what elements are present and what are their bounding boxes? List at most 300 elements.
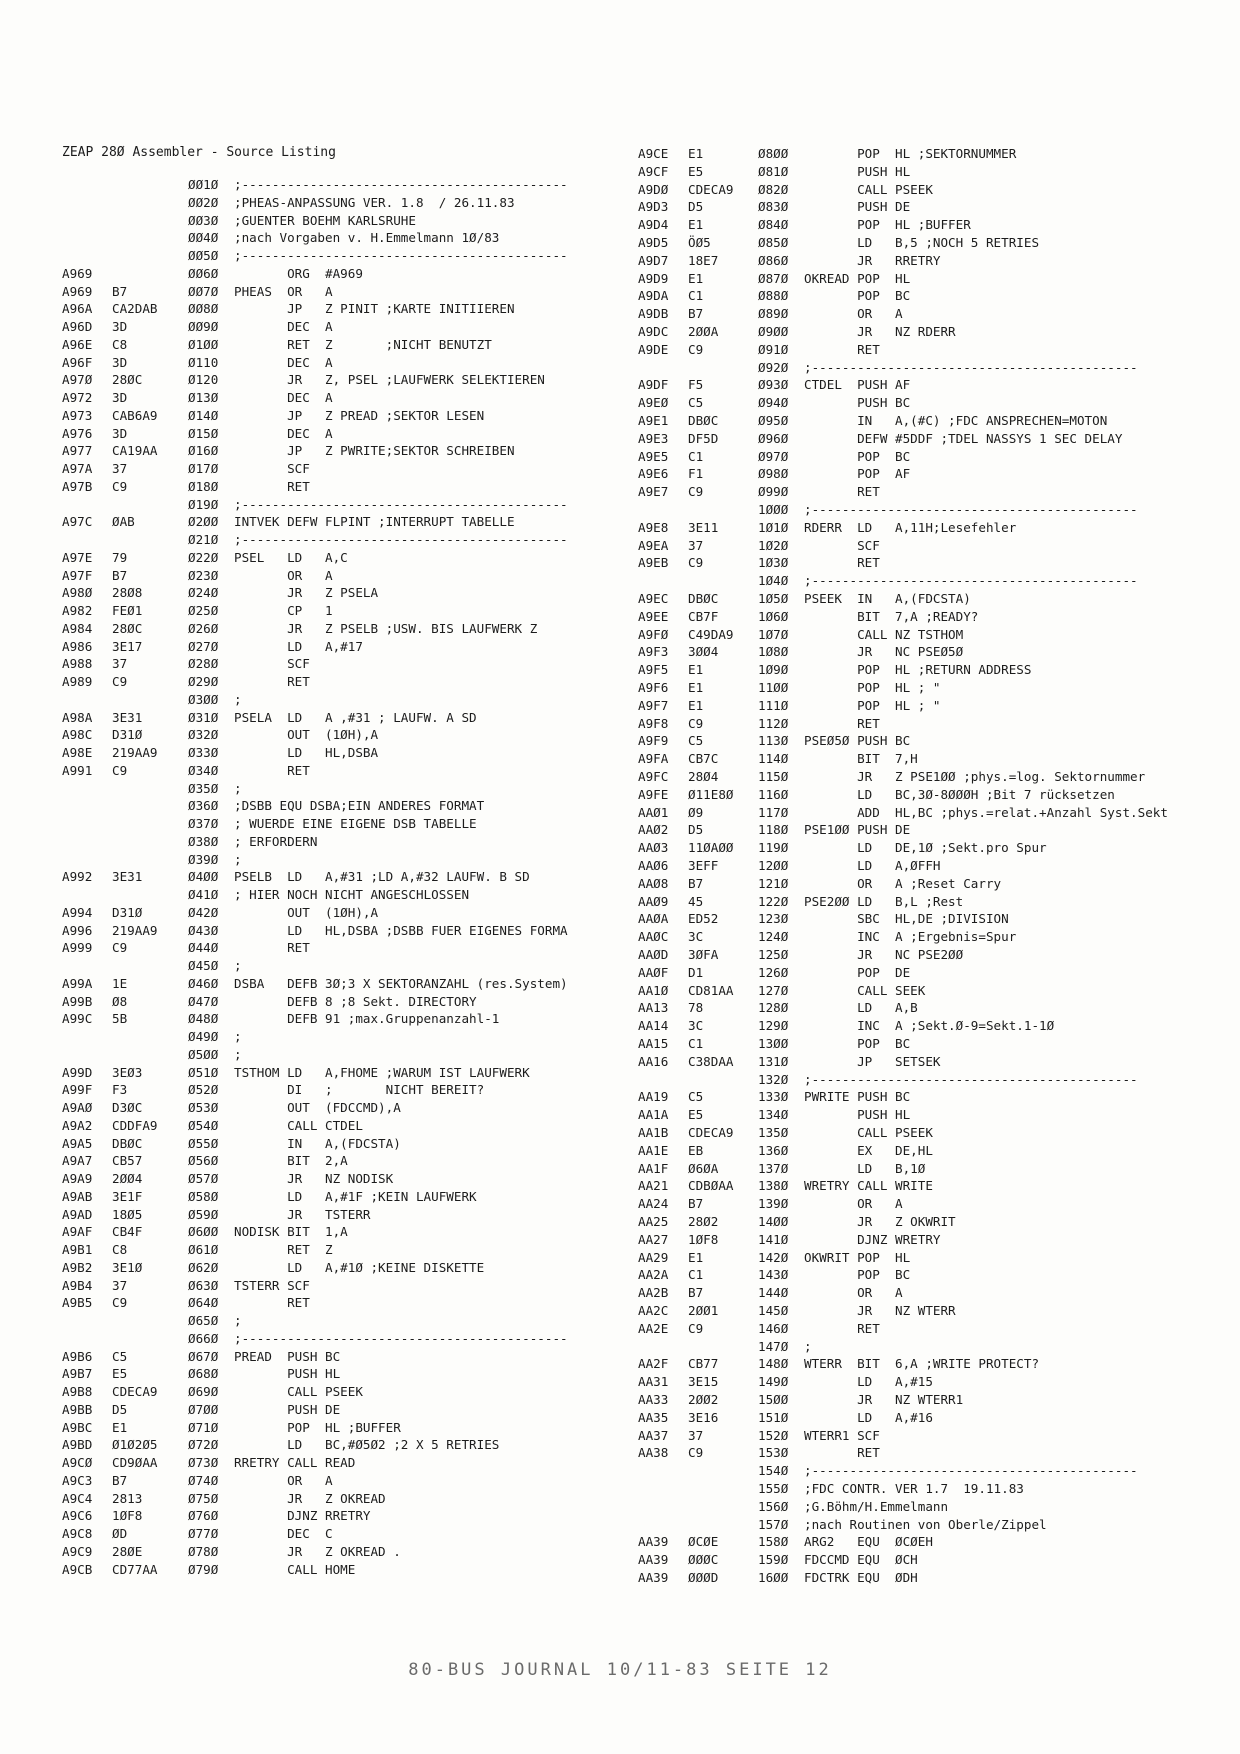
source: OR A: [804, 306, 903, 322]
source: ;G.Böhm/H.Emmelmann: [804, 1498, 949, 1514]
listing-line: [0, 1088, 1240, 1105]
line-number: 143Ø: [758, 1267, 789, 1283]
listing-line: [0, 234, 1240, 251]
listing-line: [0, 1071, 1240, 1088]
code: 79: [112, 549, 128, 565]
listing-line: [0, 750, 1240, 767]
source: INC A ;Sekt.Ø-9=Sekt.1-1Ø: [804, 1018, 1055, 1034]
source: DJNZ WRETRY: [804, 1231, 941, 1247]
code: FEØ1: [112, 603, 143, 618]
listing-line: [0, 1409, 1240, 1426]
address: AA33: [638, 1392, 669, 1407]
source: DEC A: [234, 354, 333, 370]
source: DEFB 8 ;8 Sekt. DIRECTORY: [234, 993, 477, 1009]
line-number: Ø64Ø: [188, 1295, 219, 1311]
line-number: Ø51Ø: [188, 1064, 219, 1080]
address: A9B7: [62, 1366, 93, 1382]
listing-line: [0, 768, 1240, 785]
source: OR A: [234, 567, 333, 583]
source: RDERR LD A,11H;Lesefehler: [804, 519, 1017, 535]
code: E1: [688, 680, 704, 695]
source: BIT 7,H: [804, 751, 918, 767]
address: A9BD: [62, 1437, 93, 1453]
address: A9E1: [638, 413, 669, 428]
line-number: Ø91Ø: [758, 341, 789, 357]
code: Ø6ØA: [688, 1160, 719, 1176]
listing-line: [0, 1142, 1240, 1159]
code: 219AA9: [112, 745, 158, 760]
listing-line: [0, 483, 1240, 500]
code: Ø8: [112, 993, 128, 1009]
source: OKREAD POP HL: [804, 270, 911, 286]
source: SBC HL,DE ;DIVISION: [804, 911, 1009, 927]
line-number: Ø92Ø: [758, 359, 789, 375]
source: POP HL ; ": [804, 697, 941, 713]
line-number: 156Ø: [758, 1498, 789, 1514]
code: 11ØAØØ: [688, 840, 734, 856]
listing-line: [0, 572, 1240, 589]
address: AA1A: [638, 1107, 669, 1123]
code: C5: [112, 1348, 128, 1364]
source: RET: [234, 674, 310, 689]
code: CB7C: [688, 751, 719, 767]
source: JR Z OKREAD .: [234, 1543, 401, 1559]
listing-line: [0, 661, 1240, 678]
source: ;GUENTER BOEHM KARLSRUHE: [234, 212, 416, 228]
address: A96E: [62, 336, 93, 352]
listing-line: [0, 341, 1240, 358]
address: A96D: [62, 319, 93, 334]
source: DEC C: [234, 1526, 333, 1541]
address: A9FA: [638, 751, 669, 767]
line-number: 1Ø6Ø: [758, 608, 789, 624]
line-number: 119Ø: [758, 840, 789, 856]
source: LD B,1Ø: [804, 1160, 926, 1176]
address: A9DØ: [638, 181, 669, 197]
line-number: ØØ1Ø: [188, 177, 219, 192]
source: CALL SEEK: [804, 982, 926, 998]
line-number: Ø67Ø: [188, 1348, 219, 1364]
line-number: ØØ3Ø: [188, 212, 219, 228]
address: AA1B: [638, 1125, 669, 1140]
address: A98Ø: [62, 585, 93, 601]
line-number: Ø98Ø: [758, 466, 789, 482]
line-number: 124Ø: [758, 929, 789, 945]
listing-line: [0, 1355, 1240, 1372]
address: AA1Ø: [638, 982, 669, 998]
address: AA14: [638, 1018, 669, 1034]
line-number: 1Ø1Ø: [758, 519, 789, 535]
line-number: Ø4ØØ: [188, 869, 219, 885]
address: A9E5: [638, 448, 669, 464]
listing-line: [0, 928, 1240, 945]
address: A9FC: [638, 769, 669, 784]
listing-line: [0, 875, 1240, 892]
code: DBØC: [112, 1135, 143, 1151]
line-number: Ø96Ø: [758, 430, 789, 446]
code: 37: [112, 461, 128, 476]
address: A973: [62, 407, 93, 423]
address: A9FØ: [638, 626, 669, 642]
source: JR Z, PSEL ;LAUFWERK SELEKTIEREN: [234, 372, 545, 388]
address: A9DE: [638, 341, 669, 357]
listing-line: [0, 1284, 1240, 1301]
address: AAØA: [638, 911, 669, 927]
line-number: 159Ø: [758, 1552, 789, 1568]
source: RET: [234, 940, 310, 956]
address: AA1E: [638, 1142, 669, 1158]
code: CDBØAA: [688, 1178, 734, 1194]
address: A9CØ: [62, 1455, 93, 1470]
address: A9EE: [638, 608, 669, 624]
source: ;-------------------------------------------: [804, 573, 1138, 589]
listing-line: [0, 715, 1240, 732]
address: A99C: [62, 1011, 93, 1027]
code: E1: [688, 697, 704, 713]
code: C8: [112, 336, 128, 352]
code: C1: [688, 1267, 704, 1283]
source: WTERR1 SCF: [804, 1427, 880, 1443]
source: CTDEL PUSH AF: [804, 377, 911, 393]
source: CALL PSEEK: [804, 181, 933, 197]
source: ;-------------------------------------------: [234, 532, 568, 547]
address: A97E: [62, 549, 93, 565]
code: ØCØE: [688, 1534, 719, 1550]
address: A97A: [62, 461, 93, 476]
line-number: 151Ø: [758, 1409, 789, 1425]
source: JR Z OKREAD: [234, 1490, 386, 1506]
source: ;-------------------------------------------: [804, 1071, 1138, 1087]
line-number: 147Ø: [758, 1338, 789, 1354]
address: A969: [62, 283, 93, 299]
line-number: Ø46Ø: [188, 975, 219, 991]
line-number: Ø36Ø: [188, 798, 219, 814]
address: A9F8: [638, 715, 669, 731]
line-number: Ø22Ø: [188, 549, 219, 565]
address: A999: [62, 940, 93, 956]
code: C1: [688, 288, 704, 304]
code: 28Ø8: [112, 585, 143, 601]
line-number: 11ØØ: [758, 680, 789, 695]
listing-line: [0, 1391, 1240, 1408]
code: CDECA9: [112, 1384, 158, 1399]
listing-line: [0, 1124, 1240, 1141]
listing-line: [0, 1427, 1240, 1444]
listing-line: [0, 1569, 1240, 1586]
listing-line: [0, 1177, 1240, 1194]
line-number: 154Ø: [758, 1463, 789, 1479]
listing-line: [0, 964, 1240, 981]
line-number: 145Ø: [758, 1303, 789, 1318]
listing-line: [0, 857, 1240, 874]
address: A996: [62, 922, 93, 938]
source: ;-------------------------------------------: [804, 1463, 1138, 1479]
source: JR NC PSE2ØØ: [804, 947, 964, 962]
line-number: Ø48Ø: [188, 1011, 219, 1027]
source: JR NZ NODISK: [234, 1171, 394, 1186]
line-number: 117Ø: [758, 804, 789, 820]
source: TSTERR SCF: [234, 1277, 310, 1293]
line-number: Ø6ØØ: [188, 1224, 219, 1240]
code: ØØØD: [688, 1570, 719, 1585]
address: A9A5: [62, 1135, 93, 1151]
source: RET: [234, 478, 310, 494]
listing-line: [0, 999, 1240, 1016]
code: ØAB: [112, 514, 135, 530]
source: POP BC: [804, 1267, 911, 1283]
line-number: Ø21Ø: [188, 532, 219, 547]
source: POP HL ;BUFFER: [804, 217, 971, 233]
line-number: Ø17Ø: [188, 461, 219, 476]
address: A9C6: [62, 1508, 93, 1524]
code: CA19AA: [112, 443, 158, 459]
source: PSE2ØØ LD B,L ;Rest: [804, 893, 964, 909]
code: C9: [688, 715, 704, 731]
source: CALL NZ TSTHOM: [804, 626, 964, 642]
line-number: Ø95Ø: [758, 413, 789, 428]
address: AA13: [638, 1000, 669, 1016]
address: A97Ø: [62, 372, 93, 388]
code: E1: [688, 146, 704, 161]
code: CB57: [112, 1153, 143, 1169]
code: E5: [688, 163, 704, 179]
source: RET: [804, 555, 880, 571]
address: A9BC: [62, 1419, 93, 1435]
line-number: ØØ4Ø: [188, 230, 219, 246]
line-number: Ø43Ø: [188, 922, 219, 938]
code: ED52: [688, 911, 719, 927]
listing-line: [0, 1017, 1240, 1034]
address: A9D5: [638, 235, 669, 250]
line-number: 134Ø: [758, 1107, 789, 1123]
line-number: Ø58Ø: [188, 1188, 219, 1204]
code: B7: [112, 283, 128, 299]
source: ;-------------------------------------------: [234, 248, 568, 263]
address: A9EØ: [638, 395, 669, 411]
code: 3E11: [688, 519, 719, 535]
address: AA2B: [638, 1285, 669, 1301]
line-number: 1Ø8Ø: [758, 644, 789, 660]
code: C9: [688, 1445, 704, 1461]
address: AA2C: [638, 1303, 669, 1318]
source: LD A,#16: [804, 1409, 933, 1425]
code: E1: [688, 270, 704, 286]
address: AAØ6: [638, 858, 669, 873]
line-number: 15ØØ: [758, 1392, 789, 1407]
source: ORG #A969: [234, 265, 363, 281]
code: 3D: [112, 425, 128, 441]
source: DJNZ RRETRY: [234, 1508, 371, 1524]
address: A9FE: [638, 786, 669, 802]
source: POP HL ;RETURN ADDRESS: [804, 662, 1032, 678]
code: 28ØE: [112, 1543, 143, 1559]
code: 37: [688, 537, 704, 553]
code: Ø11E8Ø: [688, 786, 734, 802]
source: OKWRIT POP HL: [804, 1249, 911, 1265]
address: AA29: [638, 1249, 669, 1265]
code: C1: [688, 448, 704, 464]
listing-line: [0, 1462, 1240, 1479]
source: ; WUERDE EINE EIGENE DSB TABELLE: [234, 816, 477, 831]
source: LD BC,#Ø5Ø2 ;2 X 5 RETRIES: [234, 1437, 500, 1453]
source: ;: [234, 958, 242, 973]
code: C9: [112, 762, 128, 778]
source: SCF: [234, 656, 310, 672]
source: PSEØ5Ø PUSH BC: [804, 733, 911, 749]
listing-line: [0, 376, 1240, 393]
source: OUT (FDCCMD),A: [234, 1100, 401, 1115]
line-number: Ø27Ø: [188, 638, 219, 654]
line-number: Ø41Ø: [188, 887, 219, 902]
code: C9: [112, 478, 128, 494]
line-number: Ø39Ø: [188, 851, 219, 867]
line-number: 128Ø: [758, 1000, 789, 1016]
listing-line: [0, 1533, 1240, 1550]
source: DEFW #5DDF ;TDEL NASSYS 1 SEC DELAY: [804, 430, 1123, 446]
listing-line: [0, 554, 1240, 571]
line-number: Ø34Ø: [188, 762, 219, 778]
line-number: 158Ø: [758, 1534, 789, 1550]
line-number: Ø99Ø: [758, 484, 789, 500]
line-number: Ø8ØØ: [758, 146, 789, 161]
source: LD HL,DSBA: [234, 745, 379, 760]
line-number: Ø85Ø: [758, 235, 789, 250]
source: OUT (1ØH),A: [234, 904, 379, 920]
listing-line: [0, 181, 1240, 198]
code: C8: [112, 1242, 128, 1257]
code: E1: [112, 1419, 128, 1435]
code: 28Ø2: [688, 1214, 719, 1229]
line-number: Ø68Ø: [188, 1366, 219, 1382]
code: C9: [112, 1295, 128, 1311]
line-number: Ø71Ø: [188, 1419, 219, 1435]
code: DBØC: [688, 413, 719, 428]
line-number: 149Ø: [758, 1374, 789, 1390]
source: OR A: [234, 1472, 333, 1488]
line-number: Ø59Ø: [188, 1206, 219, 1222]
line-number: Ø78Ø: [188, 1543, 219, 1559]
code: F5: [688, 377, 704, 393]
listing-line: [0, 697, 1240, 714]
source: PUSH DE: [234, 1401, 341, 1417]
listing-title: ZEAP 28Ø Assembler - Source Listing: [62, 145, 336, 160]
code: ØØØC: [688, 1552, 719, 1568]
source: EX DE,HL: [804, 1142, 933, 1158]
address: A9CB: [62, 1561, 93, 1577]
code: CB4F: [112, 1224, 143, 1240]
line-number: Ø62Ø: [188, 1259, 219, 1275]
source: ; HIER NOCH NICHT ANGESCHLOSSEN: [234, 887, 470, 902]
code: 3E31: [112, 709, 143, 725]
line-number: 118Ø: [758, 822, 789, 838]
source: LD A,B: [804, 1000, 918, 1016]
line-number: ØØ7Ø: [188, 283, 219, 299]
line-number: 129Ø: [758, 1018, 789, 1034]
code: C49DA9: [688, 626, 734, 642]
source: ;-------------------------------------------: [234, 496, 568, 512]
source: POP HL ; ": [804, 680, 941, 695]
source: PSEL LD A,C: [234, 549, 348, 565]
line-number: Ø49Ø: [188, 1029, 219, 1044]
listing-line: [0, 270, 1240, 287]
listing-line: [0, 1106, 1240, 1123]
code: D5: [688, 199, 704, 215]
source: POP BC: [804, 288, 911, 304]
code: 18E7: [688, 252, 719, 268]
code: 2ØØA: [688, 324, 719, 339]
line-number: Ø23Ø: [188, 567, 219, 583]
line-number: Ø35Ø: [188, 780, 219, 796]
address: A96F: [62, 354, 93, 370]
address: A9C3: [62, 1472, 93, 1488]
source: JP Z PINIT ;KARTE INITIIEREN: [234, 301, 515, 317]
line-number: Ø28Ø: [188, 656, 219, 672]
line-number: 139Ø: [758, 1196, 789, 1212]
code: ØD: [112, 1526, 128, 1541]
address: AA1F: [638, 1160, 669, 1176]
address: A9AD: [62, 1206, 93, 1222]
line-number: Ø16Ø: [188, 443, 219, 459]
listing-line: [0, 910, 1240, 927]
code: EB: [688, 1142, 704, 1158]
line-number: 1Ø3Ø: [758, 555, 789, 571]
listing-line: [0, 501, 1240, 518]
source: PSE1ØØ PUSH DE: [804, 822, 911, 838]
code: 3E16: [688, 1409, 719, 1425]
line-number: 1Ø7Ø: [758, 626, 789, 642]
source: DEC A: [234, 390, 333, 405]
line-number: 115Ø: [758, 769, 789, 784]
code: 37: [112, 1277, 128, 1293]
listing-line: [0, 252, 1240, 269]
code: D3ØC: [112, 1100, 143, 1115]
line-number: Ø79Ø: [188, 1561, 219, 1577]
listing-line: [0, 1160, 1240, 1177]
address: A9D3: [638, 199, 669, 215]
source: DSBA DEFB 3Ø;3 X SEKTORANZAHL (res.System): [234, 975, 568, 991]
line-number: Ø83Ø: [758, 199, 789, 215]
source: POP DE: [804, 964, 911, 980]
line-number: Ø77Ø: [188, 1526, 219, 1541]
listing-line: [0, 1213, 1240, 1230]
code: B7: [688, 306, 704, 322]
code: 3E15: [688, 1374, 719, 1390]
line-number: Ø37Ø: [188, 816, 219, 831]
source: LD B,5 ;NOCH 5 RETRIES: [804, 235, 1040, 250]
source: PSELB LD A,#31 ;LD A,#32 LAUFW. B SD: [234, 869, 530, 885]
code: 3EFF: [688, 858, 719, 873]
line-number: ØØ8Ø: [188, 301, 219, 317]
code: 5B: [112, 1011, 128, 1027]
code: DF5D: [688, 430, 719, 446]
source: JR Z PSELB ;USW. BIS LAUFWERK Z: [234, 620, 538, 636]
line-number: 126Ø: [758, 964, 789, 980]
code: 3ØFA: [688, 947, 719, 962]
line-number: 116Ø: [758, 786, 789, 802]
address: A9E7: [638, 484, 669, 500]
code: 3E1F: [112, 1188, 143, 1204]
listing-line: [0, 287, 1240, 304]
source: INC A ;Ergebnis=Spur: [804, 929, 1017, 945]
source: DEC A: [234, 319, 333, 334]
address: A9E3: [638, 430, 669, 446]
address: A9DF: [638, 377, 669, 393]
line-number: ØØ6Ø: [188, 265, 219, 281]
address: AA39: [638, 1534, 669, 1550]
line-number: Ø76Ø: [188, 1508, 219, 1524]
code: C5: [688, 1089, 704, 1105]
line-number: Ø44Ø: [188, 940, 219, 956]
